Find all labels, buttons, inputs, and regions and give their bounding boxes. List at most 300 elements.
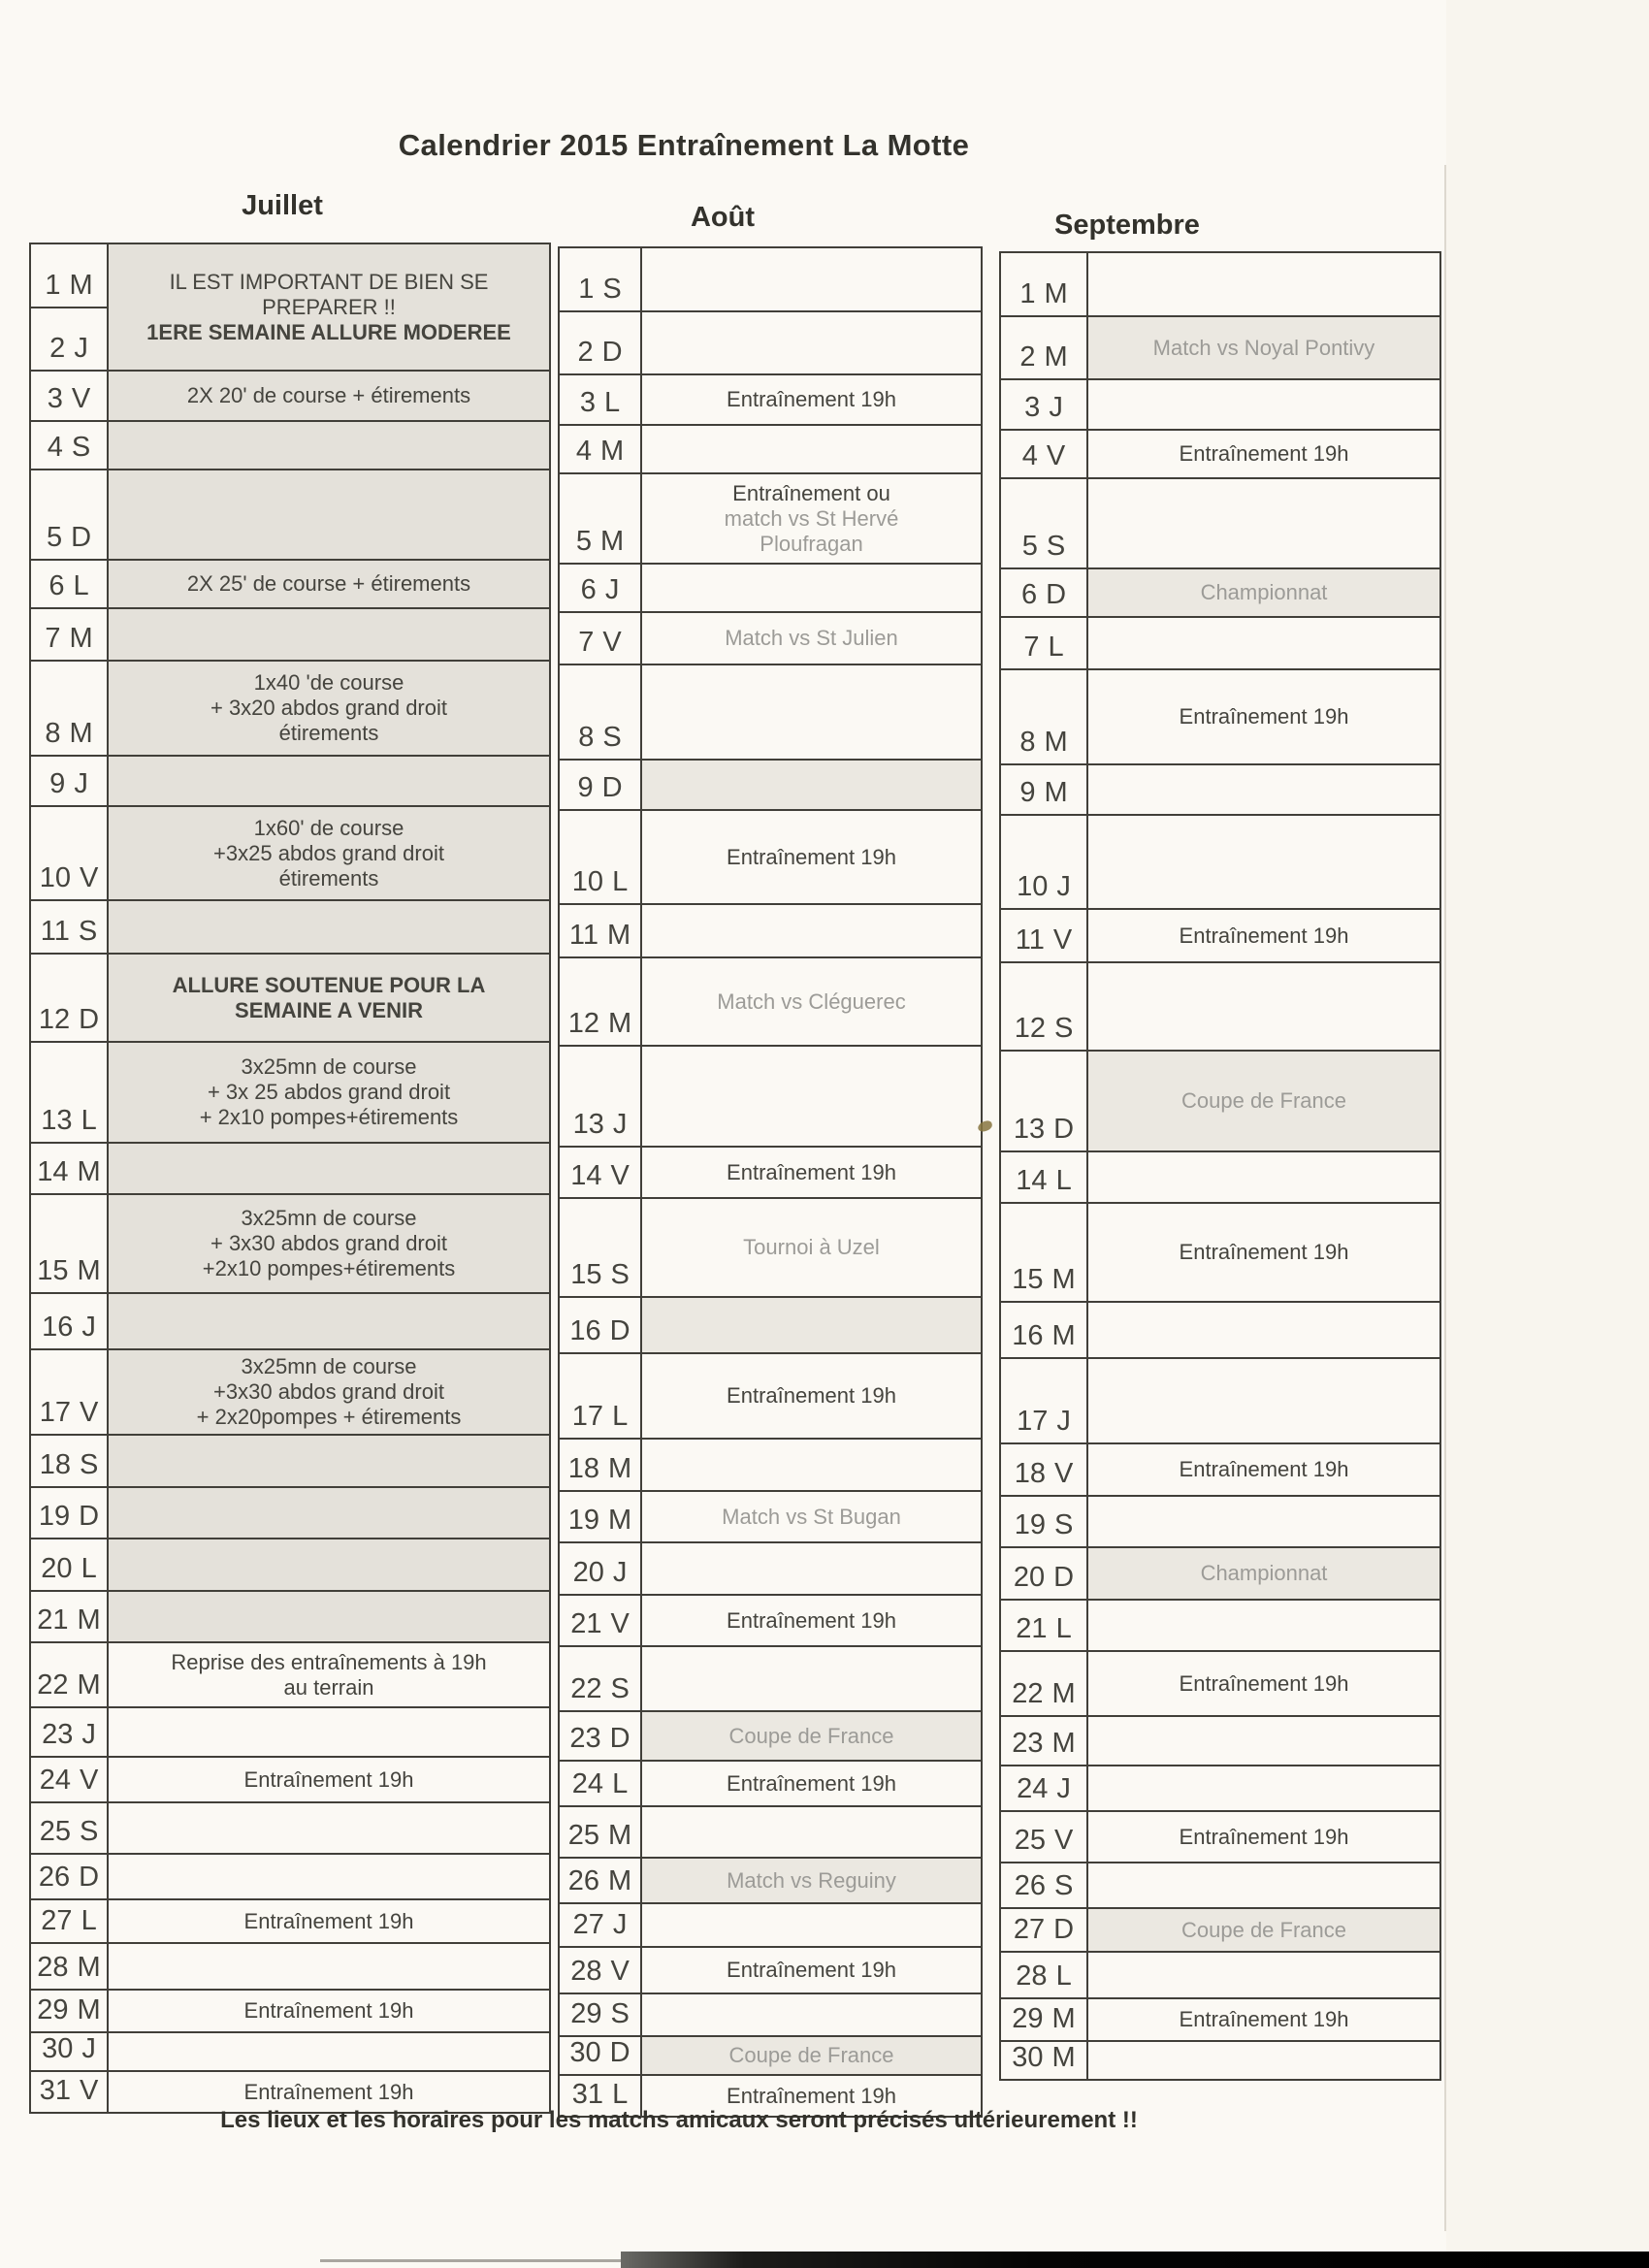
- day-number: 21: [37, 1604, 69, 1636]
- weekday-letter: V: [1052, 924, 1073, 956]
- activity-cell: [642, 1647, 981, 1710]
- day-column: [31, 561, 109, 607]
- day-number: 31: [39, 2075, 71, 2106]
- weekday-letter: D: [1053, 1914, 1075, 1945]
- weekday-letter: M: [1044, 278, 1068, 309]
- activity-cell: [109, 372, 549, 420]
- activity-line: étirements: [278, 865, 379, 891]
- day-cell: [1001, 569, 1088, 616]
- day-cell: [1001, 963, 1088, 1050]
- calendar-row: [560, 474, 981, 565]
- weekday-letter: M: [77, 1255, 101, 1286]
- day-column: [31, 1144, 109, 1193]
- activity-line: Tournoi à Uzel: [743, 1235, 880, 1259]
- day-cell: [31, 757, 109, 805]
- day-number: 19: [38, 1501, 71, 1532]
- calendar-row: [31, 1758, 549, 1803]
- calendar-row: [560, 375, 981, 426]
- day-number: 25: [39, 1816, 71, 1847]
- day-number: 10: [571, 866, 604, 897]
- day-cell: [1001, 1999, 1088, 2040]
- weekday-letter: S: [1053, 1870, 1074, 1901]
- day-cell: [31, 1436, 109, 1486]
- day-cell: [31, 1708, 109, 1756]
- day-column: [31, 244, 109, 370]
- calendar-row: [31, 609, 549, 662]
- calendar-row: [31, 1043, 549, 1144]
- day-column: [31, 1539, 109, 1590]
- weekday-letter: M: [69, 623, 93, 654]
- day-column: [560, 1148, 642, 1197]
- weekday-letter: V: [1053, 1825, 1074, 1856]
- weekday-letter: V: [610, 1160, 630, 1191]
- activity-cell: [642, 1440, 981, 1490]
- activity-cell: [642, 1948, 981, 1993]
- calendar-row: [1001, 1548, 1439, 1601]
- weekday-letter: L: [1055, 1960, 1072, 1992]
- day-cell: [1001, 1812, 1088, 1862]
- day-column: [1001, 431, 1088, 477]
- day-column: [31, 1350, 109, 1434]
- day-column: [31, 1643, 109, 1706]
- calendar-row: [31, 757, 549, 807]
- day-number: 17: [1017, 1406, 1049, 1437]
- day-number: 27: [572, 1909, 604, 1940]
- day-number: 12: [1014, 1013, 1046, 1044]
- activity-cell: [1088, 1601, 1439, 1650]
- activity-line: Entraînement 19h: [1179, 923, 1349, 948]
- activity-line: + 2x20pompes + étirements: [196, 1405, 462, 1429]
- activity-line: Coupe de France: [1181, 1088, 1346, 1113]
- activity-line: Match vs St Bugan: [722, 1504, 901, 1529]
- day-cell: [1001, 1863, 1088, 1907]
- calendar-row: [1001, 1359, 1439, 1444]
- activity-cell: [642, 1807, 981, 1857]
- weekday-letter: J: [1049, 392, 1063, 423]
- day-column: [1001, 479, 1088, 567]
- day-cell: [31, 1488, 109, 1538]
- activity-line: + 2x10 pompes+étirements: [199, 1105, 459, 1129]
- day-column: [31, 1195, 109, 1292]
- day-cell: [31, 1350, 109, 1434]
- activity-cell: [109, 561, 549, 607]
- weekday-letter: V: [79, 862, 99, 893]
- calendar-row: [1001, 431, 1439, 479]
- day-number: 23: [42, 1719, 74, 1750]
- day-column: [31, 1294, 109, 1348]
- calendar-row: [560, 1807, 981, 1859]
- day-column: [31, 1708, 109, 1756]
- day-cell: [560, 312, 642, 373]
- calendar-row: [1001, 1953, 1439, 1999]
- activity-cell: [642, 1859, 981, 1902]
- day-column: [1001, 1909, 1088, 1951]
- activity-line: Entraînement 19h: [1179, 2007, 1349, 2031]
- day-number: 24: [1017, 1773, 1049, 1804]
- day-column: [1001, 380, 1088, 429]
- day-column: [560, 565, 642, 611]
- weekday-letter: S: [78, 916, 98, 947]
- day-number: 23: [569, 1723, 601, 1754]
- calendar-row: [31, 1803, 549, 1855]
- weekday-letter: L: [81, 1553, 97, 1584]
- activity-cell: [109, 1708, 549, 1756]
- month-header-aout: Août: [690, 202, 756, 233]
- day-column: [31, 662, 109, 755]
- weekday-letter: S: [79, 1449, 99, 1480]
- calendar-row: [1001, 816, 1439, 910]
- day-column: [31, 1488, 109, 1538]
- day-cell: [31, 308, 109, 370]
- day-column: [1001, 2042, 1088, 2079]
- day-column: [560, 1712, 642, 1760]
- calendar-row: [560, 1994, 981, 2037]
- day-column: [1001, 1863, 1088, 1907]
- calendar-row: [31, 561, 549, 609]
- day-column: [560, 474, 642, 563]
- day-number: 30: [1012, 2042, 1044, 2073]
- activity-cell: [109, 1758, 549, 1801]
- day-column: [560, 613, 642, 664]
- activity-line: 3x25mn de course: [241, 1354, 417, 1378]
- day-number: 18: [39, 1449, 71, 1480]
- calendar-row: [31, 955, 549, 1043]
- day-number: 29: [570, 1998, 602, 2029]
- activity-line: 1ERE SEMAINE ALLURE MODEREE: [146, 319, 511, 344]
- weekday-letter: M: [1051, 2003, 1076, 2034]
- activity-cell: [109, 901, 549, 953]
- calendar-row: [1001, 1444, 1439, 1497]
- calendar-row: [560, 1762, 981, 1807]
- day-cell: [31, 901, 109, 953]
- day-number: 14: [37, 1156, 69, 1187]
- day-number: 4: [47, 432, 63, 463]
- activity-line: Coupe de France: [728, 2043, 894, 2067]
- weekday-letter: J: [81, 1719, 96, 1750]
- day-number: 17: [571, 1401, 604, 1432]
- day-number: 26: [1014, 1870, 1046, 1901]
- calendar-row: [31, 1488, 549, 1539]
- day-cell: [560, 426, 642, 472]
- scan-edge-artifact-line: [320, 2259, 623, 2262]
- activity-cell: [109, 244, 549, 370]
- day-cell: [31, 1539, 109, 1590]
- activity-line: Entraînement 19h: [1179, 1670, 1349, 1696]
- activity-line: Entraînement 19h: [727, 1159, 896, 1184]
- day-number: 28: [570, 1956, 602, 1987]
- day-cell: [560, 761, 642, 809]
- day-cell: [560, 1712, 642, 1760]
- weekday-letter: V: [79, 1397, 99, 1428]
- activity-cell: [109, 1900, 549, 1942]
- day-cell: [560, 1492, 642, 1541]
- day-number: 20: [41, 1553, 73, 1584]
- day-number: 15: [37, 1255, 69, 1286]
- activity-line: Entraînement 19h: [243, 2079, 414, 2104]
- weekday-letter: S: [610, 1673, 630, 1704]
- day-cell: [560, 1647, 642, 1710]
- activity-cell: [1088, 670, 1439, 763]
- day-column: [1001, 910, 1088, 961]
- weekday-letter: D: [79, 1501, 100, 1532]
- activity-line: Coupe de France: [728, 1723, 894, 1748]
- activity-cell: [642, 1298, 981, 1352]
- day-cell: [31, 470, 109, 559]
- day-number: 21: [570, 1608, 602, 1639]
- day-number: 3: [579, 387, 596, 418]
- day-column: [31, 1991, 109, 2031]
- day-column: [1001, 1601, 1088, 1650]
- activity-line: Entraînement 19h: [727, 2083, 896, 2108]
- weekday-letter: L: [1055, 1165, 1072, 1196]
- calendar-row: [31, 901, 549, 955]
- weekday-letter: D: [601, 772, 623, 803]
- day-cell: [31, 1803, 109, 1853]
- weekday-letter: L: [73, 570, 89, 601]
- day-cell: [31, 1043, 109, 1142]
- calendar-row: [1001, 479, 1439, 569]
- day-number: 16: [1012, 1320, 1044, 1351]
- day-column: [31, 422, 109, 469]
- weekday-letter: D: [1053, 1114, 1075, 1145]
- day-number: 11: [40, 916, 70, 947]
- day-number: 19: [567, 1505, 600, 1536]
- activity-cell: [642, 565, 981, 611]
- calendar-row: [31, 662, 549, 757]
- weekday-letter: V: [71, 383, 91, 414]
- weekday-letter: M: [608, 1865, 632, 1896]
- day-number: 1: [1019, 278, 1036, 309]
- day-column: [31, 1436, 109, 1486]
- activity-line: ALLURE SOUTENUE POUR LA: [172, 972, 486, 997]
- activity-cell: [1088, 1497, 1439, 1546]
- calendar-row: [560, 565, 981, 613]
- activity-cell: [1088, 1152, 1439, 1202]
- day-cell: [1001, 1204, 1088, 1301]
- day-cell: [31, 1944, 109, 1989]
- weekday-letter: D: [79, 1862, 100, 1893]
- day-column: [560, 1994, 642, 2035]
- activity-cell: [109, 1803, 549, 1853]
- day-column: [560, 1807, 642, 1857]
- day-column: [560, 1298, 642, 1352]
- calendar-row: [1001, 380, 1439, 431]
- day-column: [1001, 1766, 1088, 1810]
- weekday-letter: M: [608, 1820, 632, 1851]
- day-number: 25: [1014, 1825, 1046, 1856]
- day-cell: [1001, 816, 1088, 908]
- activity-line: IL EST IMPORTANT DE BIEN SE PREPARER !!: [169, 269, 489, 319]
- day-number: 22: [570, 1673, 602, 1704]
- calendar-table-aout: [558, 246, 983, 2118]
- weekday-letter: J: [1056, 1406, 1071, 1437]
- weekday-letter: M: [608, 1505, 632, 1536]
- activity-line: Championnat: [1200, 580, 1328, 604]
- calendar-row: [560, 761, 981, 811]
- day-cell: [1001, 1444, 1088, 1495]
- calendar-row: [560, 1859, 981, 1904]
- paper-edge-line: [1444, 165, 1446, 2231]
- day-cell: [560, 665, 642, 759]
- weekday-letter: M: [69, 270, 93, 301]
- calendar-row: [31, 807, 549, 901]
- day-column: [560, 248, 642, 310]
- activity-cell: [1088, 1444, 1439, 1495]
- day-cell: [1001, 618, 1088, 668]
- day-column: [1001, 1717, 1088, 1765]
- activity-cell: [642, 1596, 981, 1645]
- activity-line: Entraînement 19h: [727, 1958, 896, 1982]
- day-cell: [31, 2072, 109, 2112]
- day-cell: [31, 807, 109, 899]
- day-cell: [31, 372, 109, 420]
- day-number: 13: [41, 1105, 73, 1136]
- day-column: [560, 1543, 642, 1594]
- day-cell: [1001, 670, 1088, 763]
- day-cell: [1001, 1652, 1088, 1715]
- day-column: [1001, 1052, 1088, 1150]
- day-column: [1001, 816, 1088, 908]
- activity-cell: [1088, 1052, 1439, 1150]
- day-number: 7: [1023, 632, 1040, 663]
- day-column: [560, 958, 642, 1045]
- day-cell: [560, 375, 642, 424]
- day-number: 12: [38, 1004, 71, 1035]
- activity-cell: [642, 312, 981, 373]
- activity-cell: [642, 1199, 981, 1296]
- calendar-row: [560, 1543, 981, 1596]
- day-cell: [1001, 253, 1088, 315]
- activity-line: Ploufragan: [760, 531, 863, 556]
- day-column: [1001, 317, 1088, 378]
- activity-cell: [1088, 1909, 1439, 1951]
- day-column: [560, 426, 642, 472]
- calendar-row: [1001, 910, 1439, 963]
- activity-cell: [109, 2072, 549, 2112]
- calendar-row: [31, 1592, 549, 1643]
- weekday-letter: M: [1051, 1728, 1076, 1759]
- activity-line: Entraînement 19h: [1179, 704, 1349, 729]
- day-cell: [1001, 1052, 1088, 1150]
- activity-line: 2X 20' de course + étirements: [186, 383, 471, 407]
- activity-cell: [1088, 1999, 1439, 2040]
- weekday-letter: J: [612, 1109, 628, 1140]
- activity-cell: [642, 1492, 981, 1541]
- activity-line: Match vs Noyal Pontivy: [1152, 335, 1375, 360]
- calendar-row: [1001, 1601, 1439, 1652]
- activity-line: Entraînement 19h: [243, 1766, 414, 1792]
- weekday-letter: J: [612, 1557, 628, 1588]
- day-column: [560, 312, 642, 373]
- day-number: 5: [1021, 531, 1038, 562]
- day-number: 9: [1019, 777, 1036, 808]
- day-column: [31, 609, 109, 660]
- activity-line: étirements: [278, 721, 379, 745]
- weekday-letter: S: [602, 274, 622, 305]
- calendar-row: [560, 312, 981, 375]
- day-number: 15: [1012, 1264, 1044, 1295]
- calendar-row: [1001, 1717, 1439, 1766]
- weekday-letter: V: [602, 627, 622, 658]
- activity-cell: [642, 1762, 981, 1805]
- weekday-letter: S: [610, 1998, 630, 2029]
- calendar-row: [31, 422, 549, 470]
- day-number: 30: [569, 2037, 601, 2068]
- day-number: 24: [39, 1765, 71, 1796]
- calendar-row: [31, 1643, 549, 1708]
- activity-cell: [109, 757, 549, 805]
- activity-cell: [642, 958, 981, 1045]
- calendar-row: [1001, 1052, 1439, 1152]
- weekday-letter: L: [612, 866, 629, 897]
- activity-cell: [109, 1350, 549, 1434]
- day-cell: [560, 248, 642, 310]
- weekday-letter: L: [81, 1105, 97, 1136]
- calendar-row: [560, 1904, 981, 1948]
- day-column: [560, 905, 642, 956]
- activity-cell: [1088, 2042, 1439, 2079]
- day-number: 2: [577, 337, 594, 368]
- day-column: [1001, 1303, 1088, 1357]
- day-number: 27: [41, 1905, 73, 1936]
- activity-cell: [1088, 380, 1439, 429]
- day-cell: [1001, 1548, 1088, 1599]
- day-cell: [1001, 1717, 1088, 1765]
- activity-line: Entraînement 19h: [727, 387, 896, 411]
- weekday-letter: M: [608, 1453, 632, 1484]
- calendar-row: [1001, 1999, 1439, 2042]
- activity-cell: [109, 609, 549, 660]
- activity-cell: [109, 2033, 549, 2070]
- activity-line: Entraînement 19h: [1179, 1457, 1349, 1481]
- weekday-letter: M: [77, 1994, 101, 2025]
- activity-cell: [109, 1944, 549, 1989]
- day-column: [1001, 1812, 1088, 1862]
- calendar-row: [1001, 963, 1439, 1052]
- day-number: 29: [37, 1994, 69, 2025]
- day-cell: [31, 955, 109, 1041]
- day-number: 7: [578, 627, 595, 658]
- activity-cell: [642, 1047, 981, 1146]
- day-column: [560, 1647, 642, 1710]
- activity-cell: [642, 1543, 981, 1594]
- day-number: 11: [1015, 924, 1045, 956]
- day-number: 17: [39, 1397, 71, 1428]
- weekday-letter: S: [602, 722, 622, 753]
- day-number: 6: [1020, 579, 1038, 610]
- day-column: [560, 1859, 642, 1902]
- day-column: [1001, 1999, 1088, 2040]
- day-number: 10: [39, 862, 71, 893]
- activity-line: Match vs Cléguerec: [717, 988, 906, 1014]
- weekday-letter: M: [599, 436, 625, 467]
- day-number: 11: [568, 920, 598, 951]
- day-column: [560, 1199, 642, 1296]
- month-header-septembre: Septembre: [1054, 210, 1200, 241]
- weekday-letter: S: [1053, 1013, 1074, 1044]
- day-number: 18: [567, 1453, 600, 1484]
- activity-cell: [1088, 1548, 1439, 1599]
- calendar-row: [560, 1492, 981, 1543]
- day-cell: [1001, 1909, 1088, 1951]
- day-cell: [1001, 1601, 1088, 1650]
- day-column: [560, 811, 642, 903]
- activity-line: Entraînement 19h: [243, 1908, 414, 1933]
- activity-line: + 3x20 abdos grand droit: [210, 696, 447, 720]
- day-cell: [560, 958, 642, 1045]
- activity-line: +2x10 pompes+étirements: [202, 1256, 456, 1280]
- calendar-row: [31, 1294, 549, 1350]
